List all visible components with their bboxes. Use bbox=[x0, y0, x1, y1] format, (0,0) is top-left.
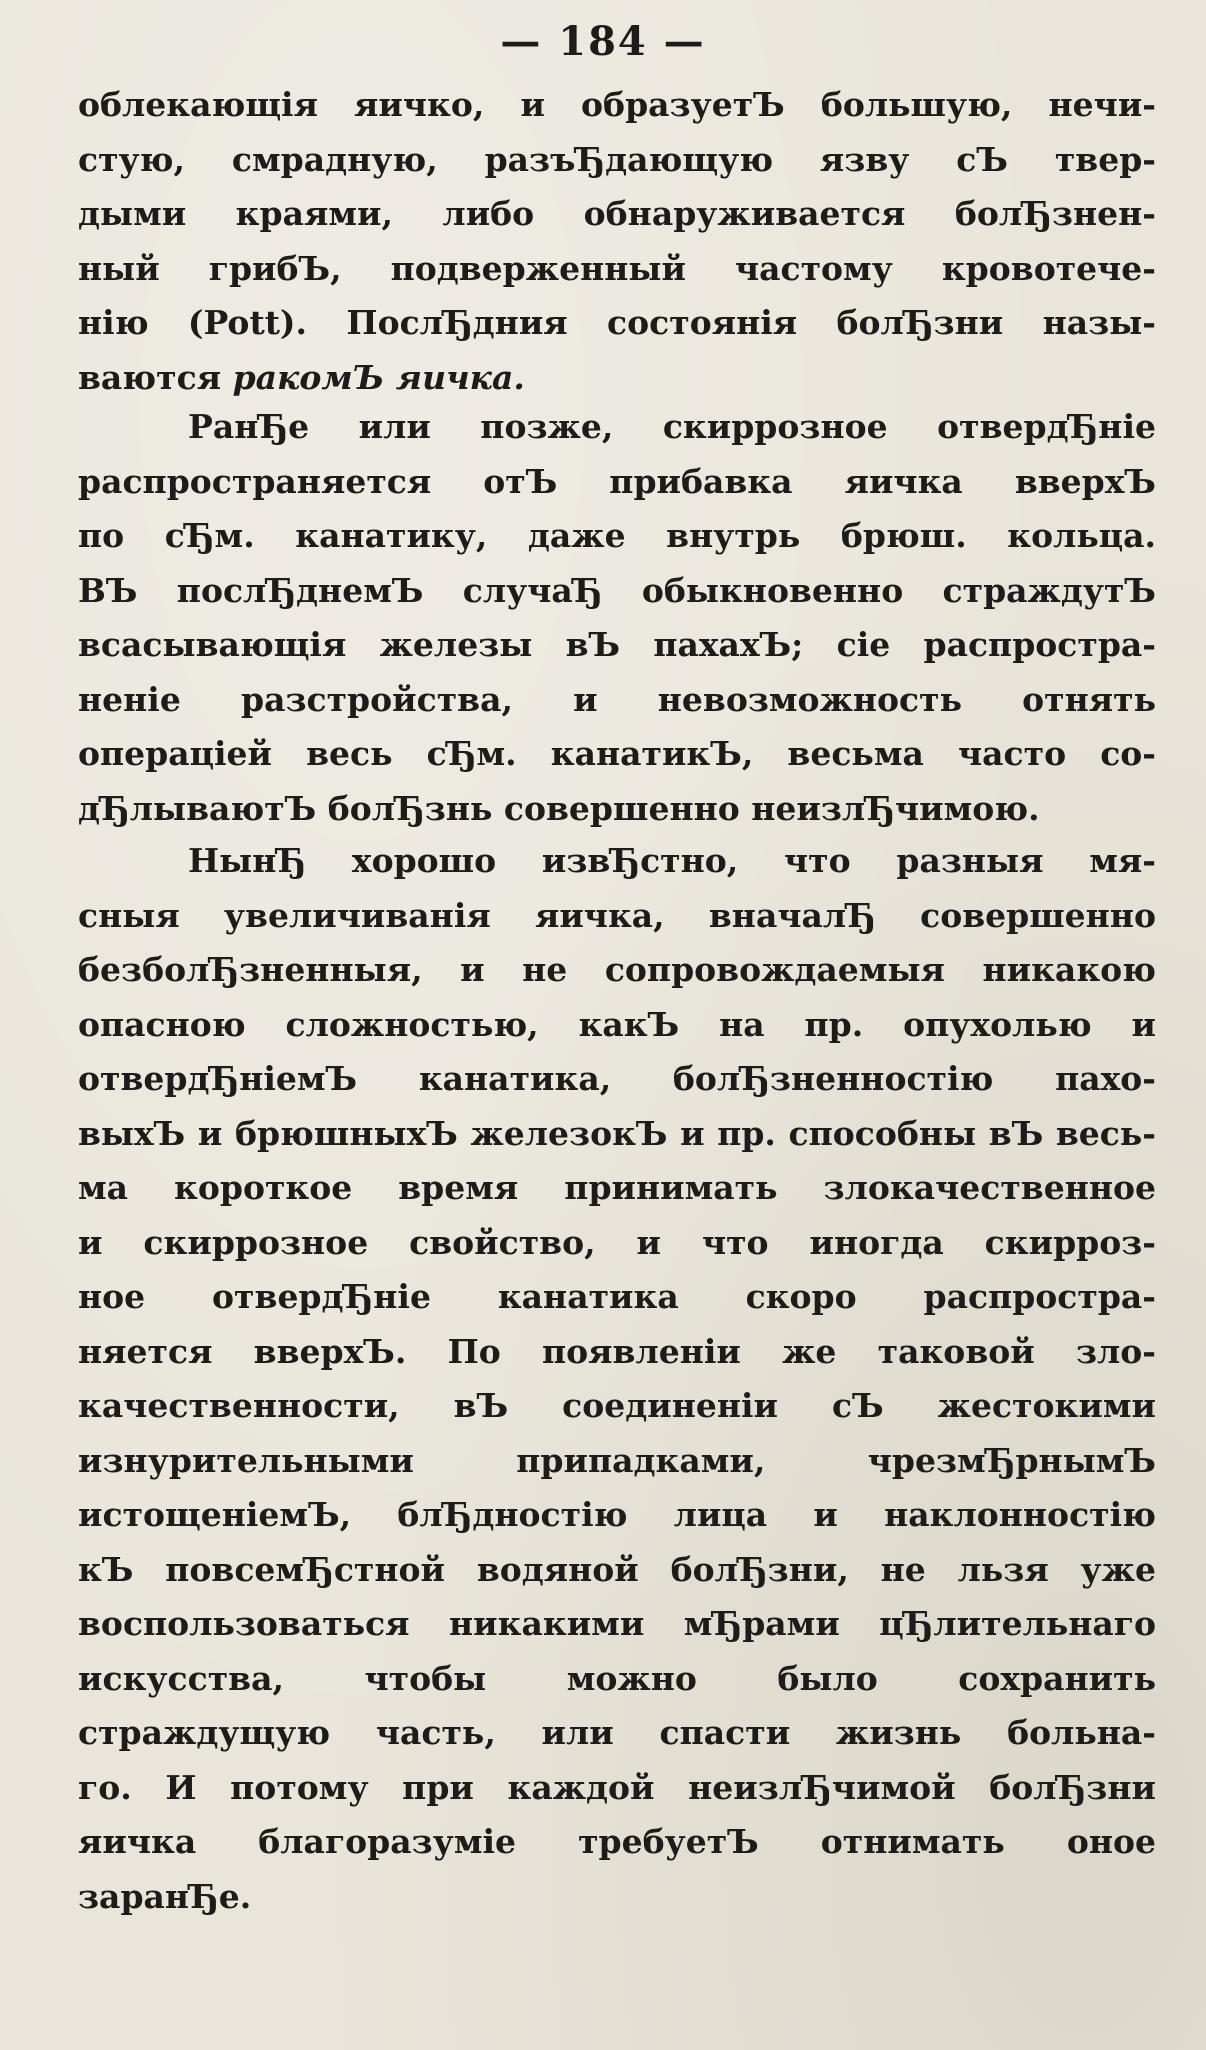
italic-term: ракомЪ яичка. bbox=[232, 357, 525, 397]
paragraph-2 bbox=[78, 400, 1156, 836]
text-line: изнурительными припадками, чрезмЂрнымЪ bbox=[78, 1440, 1156, 1480]
text-line: няется вверхЪ. По появленіи же таковой зло- bbox=[78, 1331, 1156, 1371]
text-line-last bbox=[78, 351, 1156, 406]
text-line: НынЂ хорошо извЂстно, что разныя мя- bbox=[188, 841, 1156, 880]
text-line: операціей весь сЂм. канатикЪ, весьма часто со- bbox=[78, 734, 1156, 773]
text-fragment: ваются bbox=[78, 357, 222, 397]
text-line: ное отвердЂніе канатика скоро распростра- bbox=[78, 1277, 1156, 1316]
text-line: го. И потому при каждой неизлЂчимой болЂзни bbox=[78, 1767, 1156, 1807]
text-line: облекающія яичко, и образуетЪ большую, нечи- bbox=[78, 85, 1156, 124]
text-line: всасывающія железы вЪ пахахЪ; сіе распростра- bbox=[78, 625, 1156, 664]
text-line: РанЂе или позже, скиррозное отвердЂніе bbox=[188, 407, 1156, 446]
text-line: неніе разстройства, и невозможность отнять bbox=[78, 679, 1156, 719]
text-line: по сЂм. канатику, даже внутрь брюш. кольца. bbox=[78, 516, 1156, 555]
text-line: заранЂе. bbox=[78, 1876, 252, 1916]
text-line: дыми краями, либо обнаруживается болЂзнен- bbox=[78, 194, 1156, 233]
text-line: истощеніемЪ, блЂдностію лица и наклонностію bbox=[78, 1495, 1156, 1534]
text-line: кЪ повсемЂстной водяной болЂзни, не льзя уже bbox=[78, 1549, 1156, 1589]
text-line: опасною сложностью, какЪ на пр. опухолью и bbox=[78, 1004, 1156, 1044]
text-line: искусства, чтобы можно было сохранить bbox=[78, 1658, 1156, 1698]
text-line: нію (Pott). ПослЂдния состоянія болЂзни назы- bbox=[78, 303, 1156, 342]
text-line: ма короткое время принимать злокачественное bbox=[78, 1168, 1156, 1207]
paragraph-1 bbox=[78, 78, 1156, 405]
text-line: ный грибЪ, подверженный частому кровотече- bbox=[78, 248, 1156, 288]
page-number: — 184 — bbox=[500, 18, 706, 65]
text-line: выхЪ и брюшныхЪ железокЪ и пр. способны вЪ весь- bbox=[78, 1113, 1156, 1153]
text-line: отвердЂніемЪ канатика, болЂзненностію пахо- bbox=[78, 1059, 1156, 1098]
text-line: качественности, вЪ соединеніи сЪ жестокими bbox=[78, 1386, 1156, 1425]
text-line: безболЂзненныя, и не сопровождаемыя никакою bbox=[78, 950, 1156, 989]
text-line: страждущую часть, или спасти жизнь больна- bbox=[78, 1713, 1156, 1752]
text-line: и скиррозное свойство, и что иногда скирроз- bbox=[78, 1222, 1156, 1262]
text-line: дЂлываютЪ болЂзнь совершенно неизлЂчимою. bbox=[78, 788, 1040, 828]
paragraph-3 bbox=[78, 834, 1156, 1924]
text-line: ВЪ послЂднемЪ случаЂ обыкновенно страждутЪ bbox=[78, 570, 1156, 610]
text-line: яичка благоразуміе требуетЪ отнимать оное bbox=[78, 1822, 1156, 1861]
text-line: воспользоваться никакими мЂрами цЂлительнаго bbox=[78, 1604, 1156, 1643]
text-line: сныя увеличиванія яичка, вначалЂ совершенно bbox=[78, 895, 1156, 935]
text-line: распространяется отЪ прибавка яичка вверхЪ bbox=[78, 461, 1156, 501]
text-line: стую, смрадную, разъЂдающую язву сЪ твер- bbox=[78, 139, 1156, 179]
